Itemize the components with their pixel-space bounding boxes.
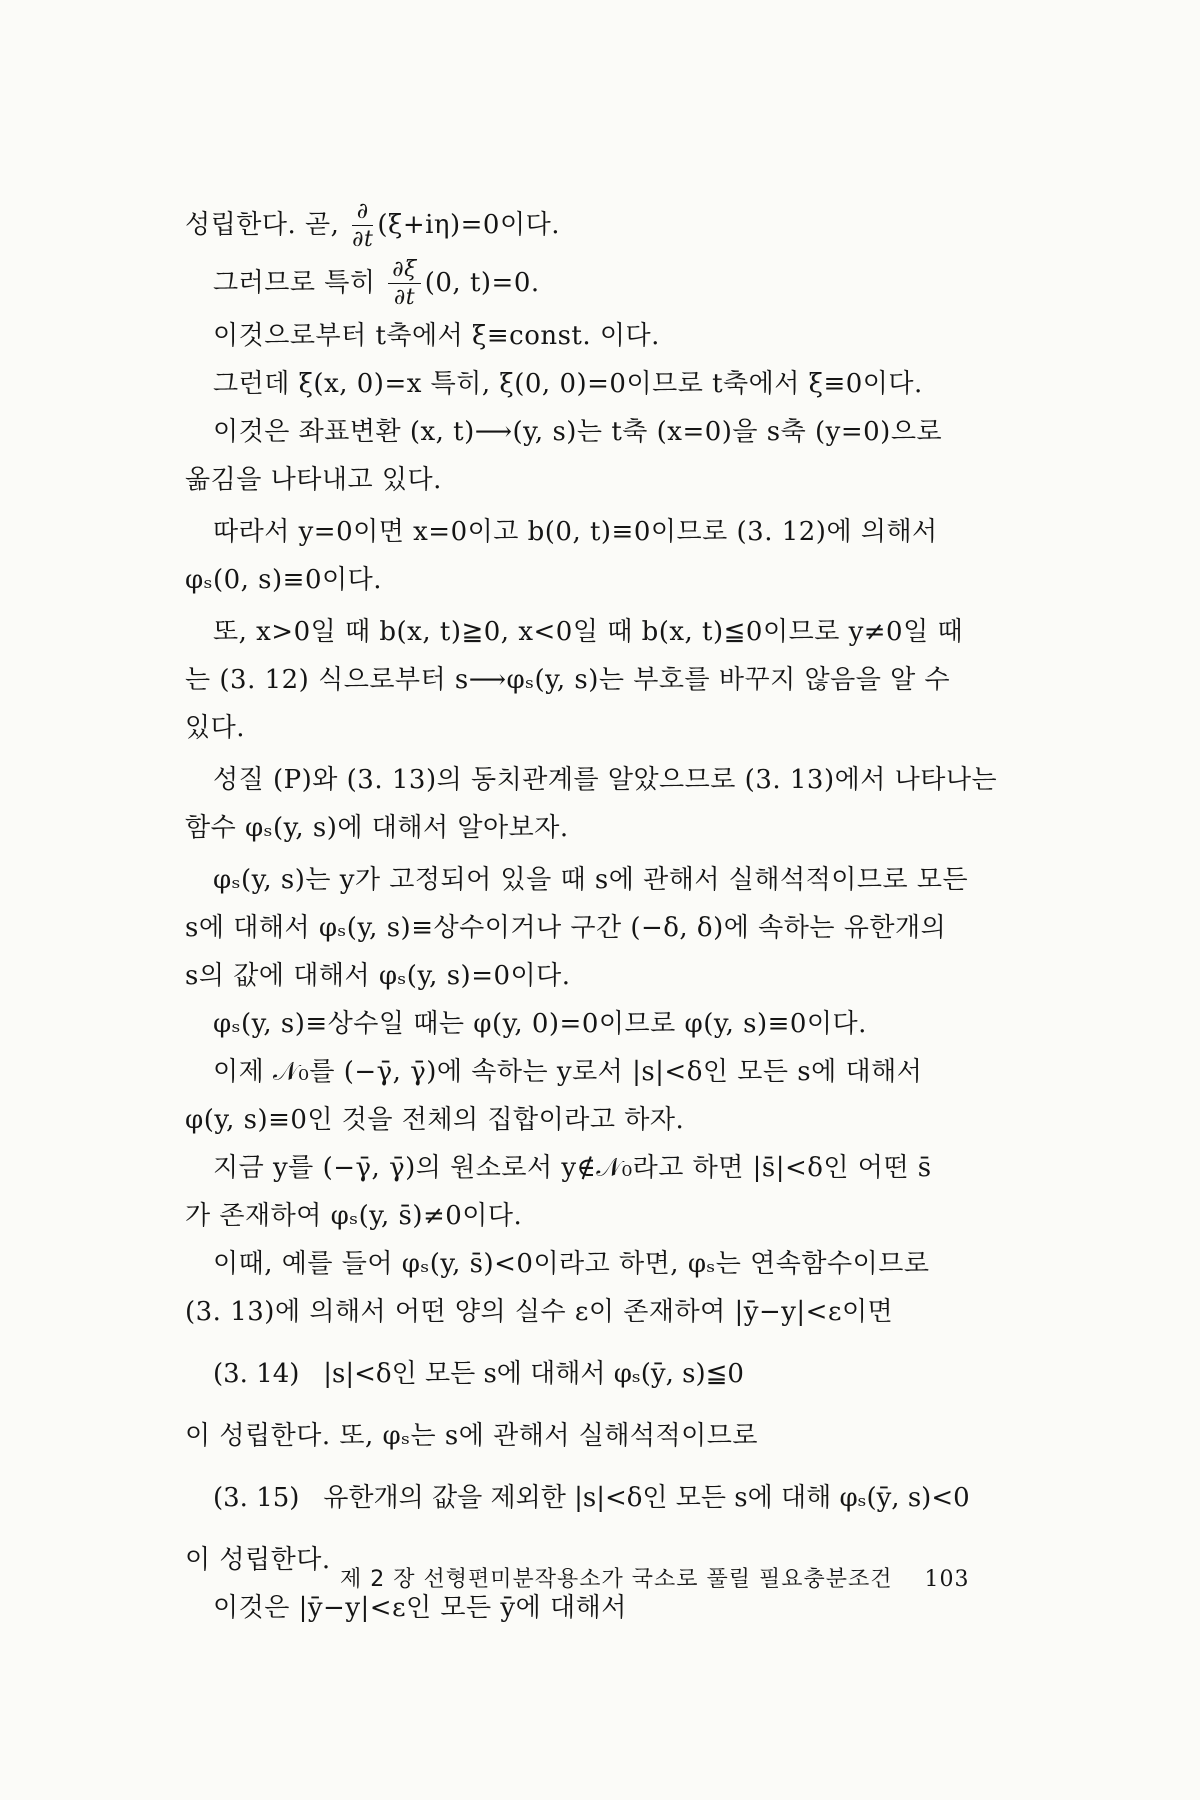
paragraph-line: 가 존재하여 φₛ(y, s̄)≠0이다. [185, 1201, 523, 1231]
fraction-denominator: ∂t [352, 227, 374, 252]
paragraph-line: 지금 y를 (−γ̄, γ̄)의 원소로서 y∉𝒩₀라고 하면 |s̄|<δ인 어떤 s̄ [213, 1153, 932, 1183]
partial-derivative-fraction [388, 259, 421, 309]
paragraph-line: 또, x>0일 때 b(x, t)≧0, x<0일 때 b(x, t)≦0이므로 y≠0일 때 [213, 617, 964, 647]
paragraph-line: s에 대해서 φₛ(y, s)≡상수이거나 구간 (−δ, δ)에 속하는 유한개의 [185, 913, 947, 943]
fraction-numerator: ∂ [352, 201, 373, 226]
paragraph-line: φ(y, s)≡0인 것을 전체의 집합이라고 하자. [185, 1105, 685, 1135]
equation-body: |s|<δ인 모든 s에 대해서 φₛ(ȳ, s)≦0 [323, 1359, 744, 1389]
paragraph-line: 있다. [185, 713, 245, 743]
paragraph-line [185, 254, 1035, 312]
paragraph-line [185, 196, 1035, 254]
paragraph-line: 그런데 ξ(x, 0)=x 특히, ξ(0, 0)=0이므로 t축에서 ξ≡0이다. [213, 369, 923, 399]
equation-number: (3. 15) [213, 1483, 300, 1513]
paragraph-line: φₛ(y, s)≡상수일 때는 φ(y, 0)=0이므로 φ(y, s)≡0이다. [213, 1009, 867, 1039]
paragraph-line: 성질 (P)와 (3. 13)의 동치관계를 알았으므로 (3. 13)에서 나타나는 [213, 765, 998, 795]
paragraph-line: 이것은 |ȳ−y|<ε인 모든 ȳ에 대해서 [213, 1593, 627, 1623]
paragraph-line: (3. 13)에 의해서 어떤 양의 실수 ε이 존재하여 |ȳ−y|<ε이면 [185, 1297, 894, 1327]
fraction-numerator: ∂ξ [388, 259, 421, 284]
paragraph-line: 함수 φₛ(y, s)에 대해서 알아보자. [185, 813, 569, 843]
running-head: 제 2 장 선형편미분작용소가 국소로 풀릴 필요충분조건 [340, 1567, 893, 1592]
paragraph-line: 이제 𝒩₀를 (−γ̄, γ̄)에 속하는 y로서 |s|<δ인 모든 s에 대해서 [213, 1057, 923, 1087]
paragraph-line: 이것으로부터 t축에서 ξ≡const. 이다. [213, 321, 660, 351]
paragraph-line: 이 성립한다. [185, 1545, 331, 1575]
page-number: 103 [924, 1567, 970, 1592]
partial-derivative-fraction [352, 201, 373, 251]
body-text [185, 196, 1035, 1632]
line-text: (0, t)=0. [424, 268, 540, 298]
paragraph-line: 이것은 좌표변환 (x, t)⟶(y, s)는 t축 (x=0)을 s축 (y=0)으로 [213, 417, 943, 447]
line-text: 성립한다. 곧, [185, 210, 340, 240]
line-text: (ξ+iη)=0이다. [377, 210, 560, 240]
fraction-denominator: ∂t [393, 285, 416, 310]
paragraph-line: 이 성립한다. 또, φₛ는 s에 관해서 실해석적이므로 [185, 1421, 759, 1451]
page-footer [340, 1562, 970, 1593]
equation-body: 유한개의 값을 제외한 |s|<δ인 모든 s에 대해 φₛ(ȳ, s)<0 [323, 1483, 970, 1513]
paragraph-line: φₛ(0, s)≡0이다. [185, 565, 382, 595]
paragraph-line: s의 값에 대해서 φₛ(y, s)=0이다. [185, 961, 571, 991]
paragraph-line: 옮김을 나타내고 있다. [185, 465, 442, 495]
paragraph-line: 따라서 y=0이면 x=0이고 b(0, t)≡0이므로 (3. 12)에 의해서 [213, 517, 938, 547]
equation-number: (3. 14) [213, 1359, 300, 1389]
paragraph-line: 는 (3. 12) 식으로부터 s⟶φₛ(y, s)는 부호를 바꾸지 않음을 알 수 [185, 665, 951, 695]
numbered-equation [185, 1350, 1035, 1398]
paragraph-line: 이때, 예를 들어 φₛ(y, s̄)<0이라고 하면, φₛ는 연속함수이므로 [213, 1249, 930, 1279]
numbered-equation [185, 1474, 1035, 1522]
line-text: 그러므로 특히 [213, 268, 376, 298]
paragraph-line: φₛ(y, s)는 y가 고정되어 있을 때 s에 관해서 실해석적이므로 모든 [213, 865, 969, 895]
